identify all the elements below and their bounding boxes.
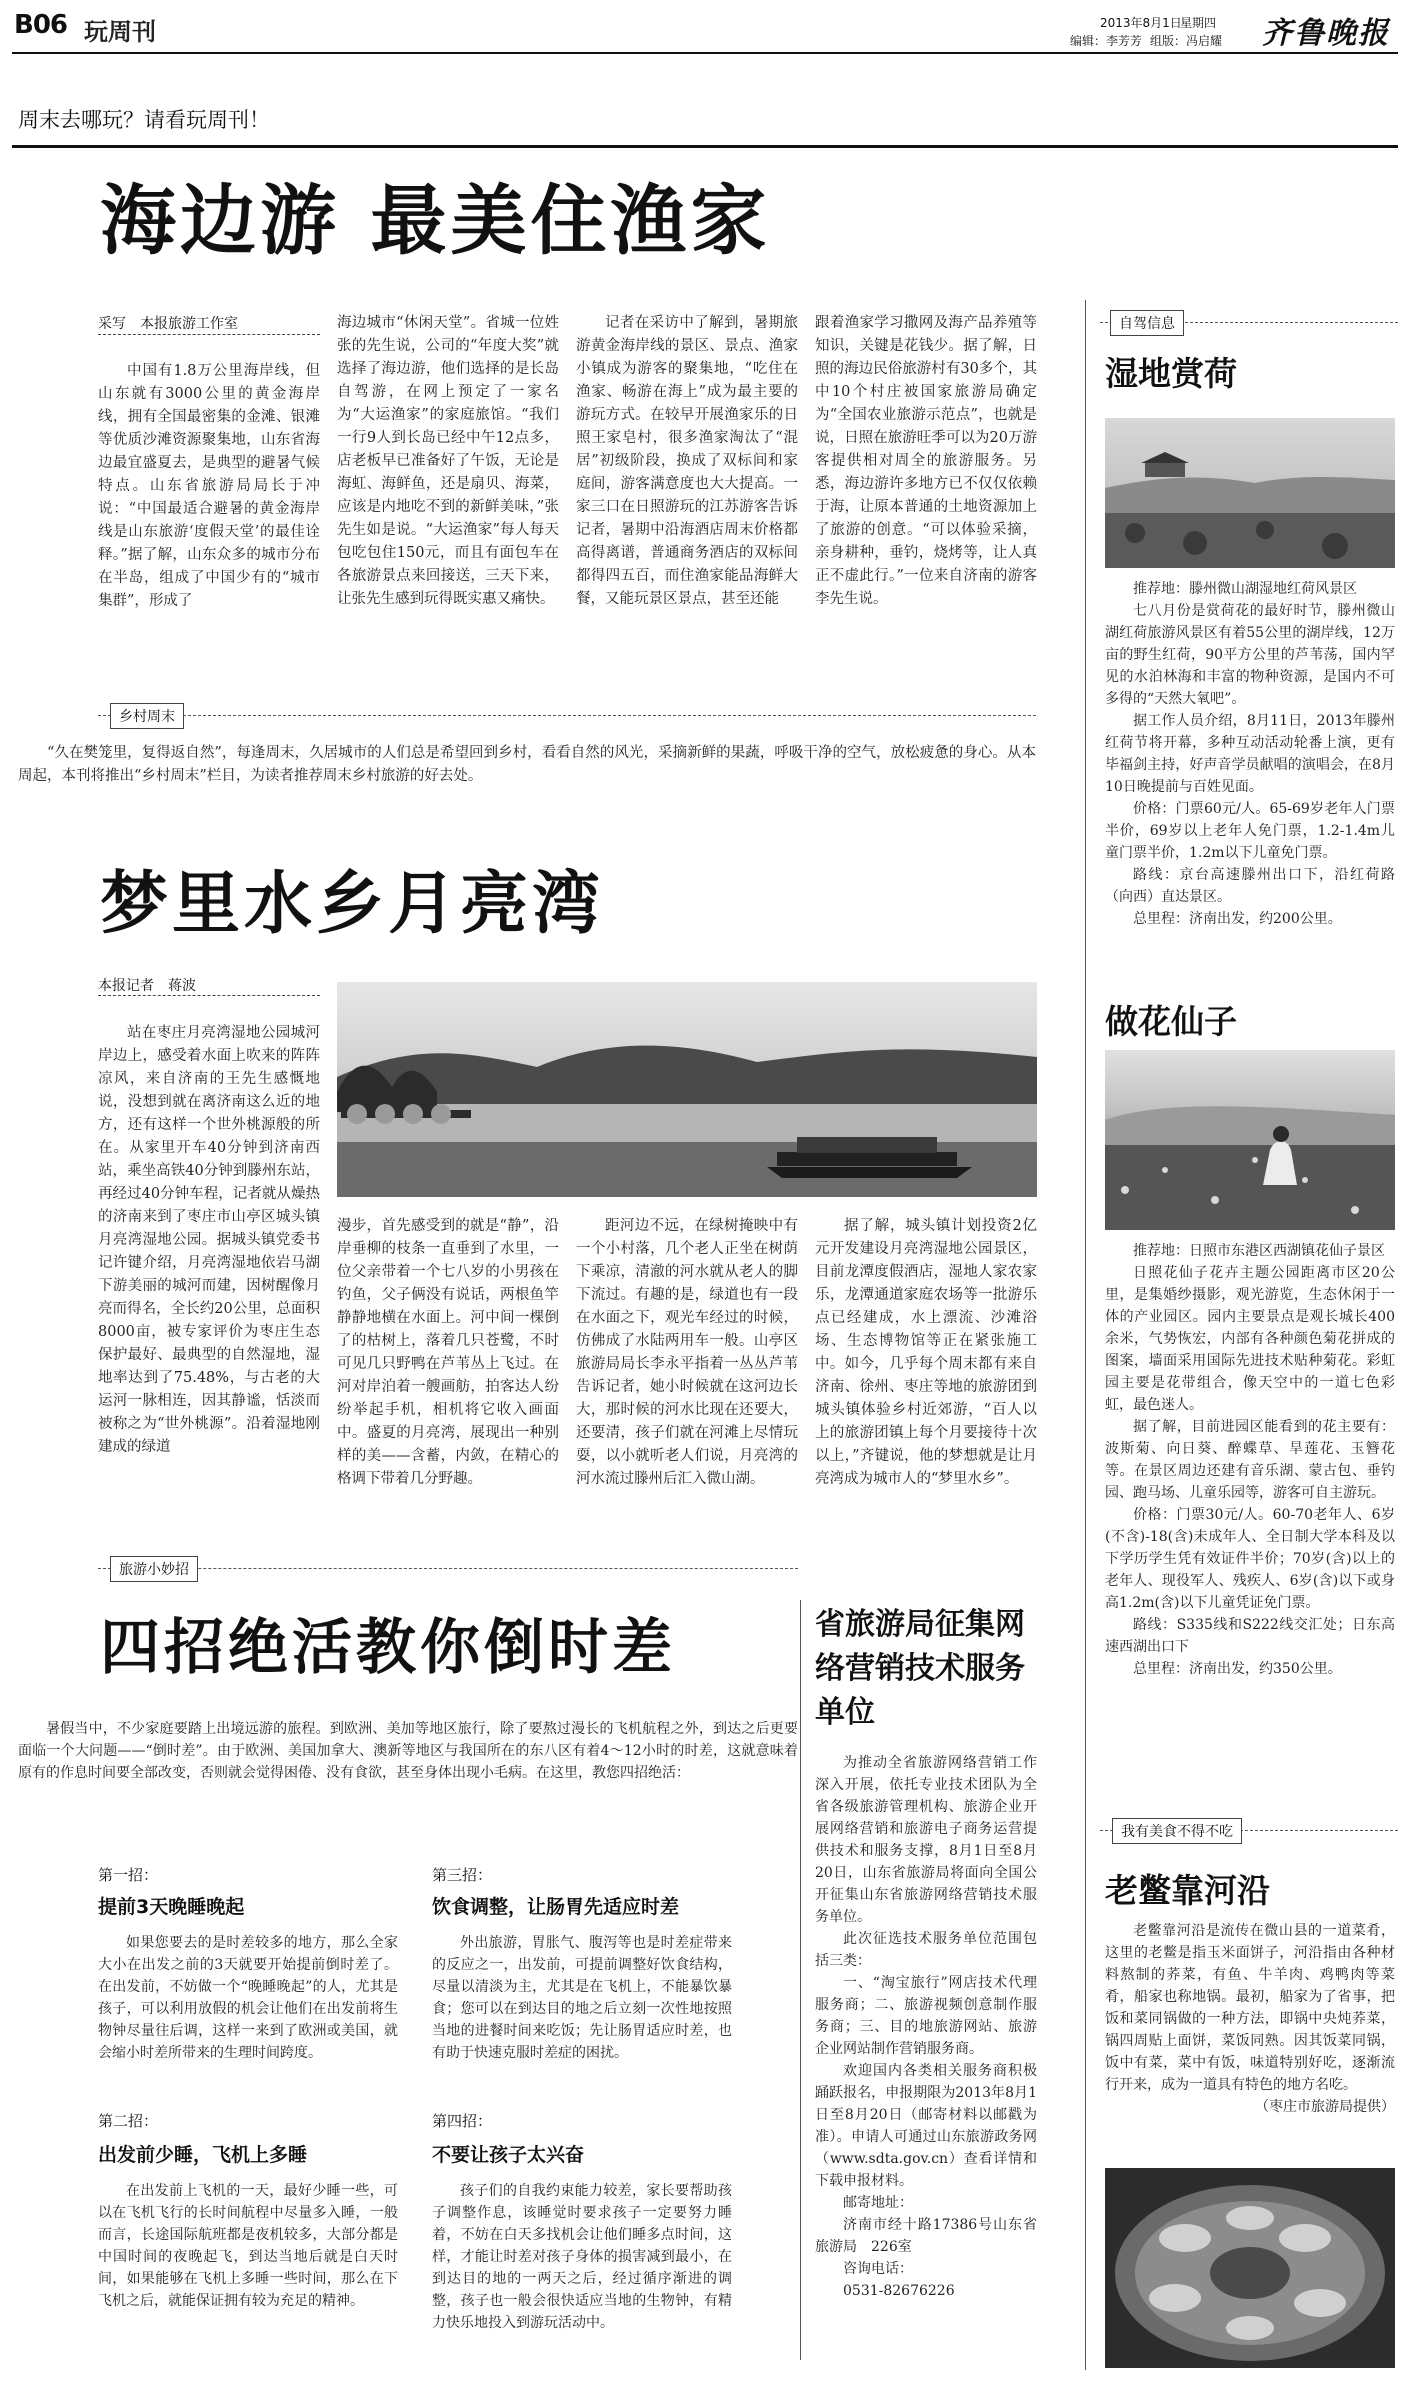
article2-byline: 本报记者 蒋波 bbox=[98, 978, 196, 994]
s2-recommend: 推荐地：日照市东港区西湖镇花仙子景区 bbox=[1133, 1243, 1385, 1259]
s2-body1: 日照花仙子花卉主题公园距离市区20公里，是集婚纱摄影，观光游览，生态休闲于一体的产业园区。园内主要景点是观长城长400余米，气势恢宏，内部有各种颜色菊花拼成的图案，墙面采用国际先进技术贴种菊花。彩虹园主要是花带组合，像天空中的一道七色彩虹，最色迷人。 bbox=[1105, 1265, 1395, 1413]
lotus-wetland-photo bbox=[1105, 418, 1395, 568]
tips-section-tag: 旅游小妙招 bbox=[110, 1556, 198, 1582]
s1-price: 价格：门票60元/人。65-69岁老年人门票半价，69岁以上老年人免门票，1.2-1.4m儿童门票半价，1.2m以下儿童免门票。 bbox=[1105, 801, 1395, 861]
sidebar-s3-title: 老鳖靠河沿 bbox=[1105, 1871, 1270, 1910]
lotus-scene-svg bbox=[1105, 418, 1395, 568]
editor-credit: 编辑：李芳芳 bbox=[1070, 34, 1143, 48]
dish-svg bbox=[1105, 2168, 1395, 2368]
sidebar-s2-text bbox=[1105, 1240, 1395, 1680]
article1-column-1: 中国有1.8万公里海岸线，但山东就有3000公里的黄金海岸线，拥有全国最密集的金滩、银滩等优质沙滩资源聚集地，山东省海边最宜盛夏去，是典型的避暑气候特点。山东省旅游局局长于冲说：“中国最适合避暑的黄金海岸线是山东旅游‘度假天堂’的最佳诠释。”据了解，山东众多的城市分布在半岛，组成了中国少有的“城市集群”，形成了 bbox=[98, 363, 320, 609]
rural-rule bbox=[98, 715, 1036, 716]
notice-p7: 咨询电话： bbox=[843, 2261, 913, 2277]
notice-p2: 此次征选技术服务单位范围包括三类： bbox=[815, 1931, 1037, 1969]
layout-credit: 组版：冯启耀 bbox=[1150, 34, 1223, 48]
notice-p3: 一、“淘宝旅行”网店技术代理服务商；二、旅游视频创意制作服务商；三、目的地旅游网站、旅游企业网站制作营销服务商。 bbox=[815, 1975, 1037, 2057]
sidebar-tag-food: 我有美食不得不吃 bbox=[1112, 1818, 1242, 1844]
article3-intro: 暑假当中，不少家庭要踏上出境远游的旅程。到欧洲、美加等地区旅行，除了要熬过漫长的飞机航程之外，到达之后更要面临一个大问题——“倒时差”。由于欧洲、美国加拿大、澳新等地区与我国所在的东八区有着4～12小时的时差，这就意味着原有的作息时间要全部改变，否则就会觉得困倦、没有食欲，甚至身体出现小毛病。在这里，教您四招绝活： bbox=[18, 1721, 798, 1781]
issue-date: 2013年8月1日 bbox=[1100, 16, 1182, 30]
tip2-title: 出发前少睡，飞机上多睡 bbox=[98, 2144, 308, 2166]
s2-body2: 据了解，目前进园区能看到的花主要有：波斯菊、向日葵、醉蝶草、旱莲花、玉簪花等。在景区周边还建有音乐湖、蒙古包、垂钓园、跑马场、儿童乐园等，游客可自主游玩。 bbox=[1105, 1419, 1395, 1501]
s2-distance: 总里程：济南出发，约350公里。 bbox=[1133, 1661, 1342, 1677]
sidebar-s2-title: 做花仙子 bbox=[1105, 1002, 1237, 1041]
notice-p4: 欢迎国内各类相关服务商积极踊跃报名，申报期限为2013年8月1日至8月20日（邮寄材料以邮戳为准）。申请人可通过山东旅游政务网（www.sdta.gov.cn）查看详情和下载申报材料。 bbox=[815, 2063, 1037, 2189]
sidebar-divider bbox=[1085, 300, 1086, 2370]
article2-column-1: 站在枣庄月亮湾湿地公园城河岸边上，感受着水面上吹来的阵阵凉风，来自济南的王先生感慨地说，没想到就在离济南这么近的地方，还有这样一个世外桃源般的所在。从家里开车40分钟到济南西站，乘坐高铁40分钟到滕州东站，再经过40分钟车程，记者就从燥热的济南来到了枣庄市山亭区城头镇月亮湾湿地公园。据城头镇党委书记许键介绍，月亮湾湿地依岩马湖下游美丽的城河而建，因树醒像月亮而得名，全长约20公里，总面积8000亩，被专家评价为枣庄生态保护最好、最典型的自然湿地，湿地率达到了75.48%，与古老的大运河一脉相连，因其静谧，恬淡而被称之为“世外桃源”。沿着湿地刚建成的绿道 bbox=[98, 1025, 320, 1455]
tip2-label: 第二招： bbox=[98, 2112, 159, 2130]
article2-column-4: 据了解，城头镇计划投资2亿元开发建设月亮湾湿地公园景区，目前龙潭度假酒店，湿地人家农家乐，龙潭通道家庭农场等一批游乐点已经建成，水上漂流、沙滩浴场、生态博物馆等正在紧张施工中。如今，几乎每个周末都有来自济南、徐州、枣庄等地的旅游团到城头镇体验乡村近郊游，“百人以上的旅游团镇上每个月要接待十次以上，”齐键说，他的梦想就是让月亮湾成为城市人的“梦里水乡”。 bbox=[815, 1218, 1037, 1487]
tips-rule bbox=[98, 1568, 798, 1569]
article2-column-2: 漫步，首先感受到的就是“静”，沿岸垂柳的枝条一直垂到了水里，一位父亲带着一个七八岁的小男孩在钓鱼，父子俩没有说话，两根鱼竿静静地横在水面上。河中间一棵倒了的枯树上，落着几只苍鹭，不时可见几只野鸭在芦苇丛上飞过。在河对岸泊着一艘画舫，拍客达人纷纷举起手机，相机将它收入画面中。盛夏的月亮湾，展现出一种别样的美——含蓄，内敛，在精心的格调下带着几分野趣。 bbox=[337, 1218, 559, 1487]
s2-route: 路线：S335线和S222线交汇处；日东高速西湖出口下 bbox=[1105, 1617, 1395, 1655]
s1-distance: 总里程：济南出发，约200公里。 bbox=[1133, 911, 1342, 927]
sidebar-s3-text bbox=[1105, 1920, 1395, 2118]
tip1-label: 第一招： bbox=[98, 1866, 159, 1884]
notice-divider bbox=[800, 1600, 801, 2360]
tip1-body: 如果您要去的是时差较多的地方，那么全家大小在出发之前的3天就要开始提前倒时差了。在出发前，不妨做一个“晚睡晚起”的人，尤其是孩子，可以利用放假的机会让他们在出发前将生物钟尽量往后调，这样一来到了欧洲或美国，就会缩小时差所带来的生理时间跨度。 bbox=[98, 1935, 398, 2061]
lake-scene-svg bbox=[337, 982, 1037, 1197]
rural-intro: “久在樊笼里，复得返自然”，每逢周末，久居城市的人们总是希望回到乡村，看看自然的风光，采摘新鲜的果蔬，呼吸干净的空气，放松疲惫的身心。从本周起，本刊将推出“乡村周末”栏目，为读者推荐周末乡村旅游的好去处。 bbox=[18, 745, 1036, 784]
tip4-label: 第四招： bbox=[432, 2112, 493, 2130]
tagline-rule bbox=[12, 145, 1398, 148]
tip4-title: 不要让孩子太兴奋 bbox=[432, 2144, 585, 2166]
page-number: B06 bbox=[14, 10, 67, 40]
notice-headline: 省旅游局征集网络营销技术服务单位 bbox=[815, 1607, 1025, 1730]
flower-scene-svg bbox=[1105, 1050, 1395, 1230]
sidebar-s1-text bbox=[1105, 578, 1395, 930]
article3-headline: 四招绝活教你倒时差 bbox=[100, 1613, 676, 1683]
s1-body1: 七八月份是赏荷花的最好时节，滕州微山湖红荷旅游风景区有着55公里的湖岸线，12万亩的野生红荷，90平方公里的芦苇荡，国内罕见的水泊林海和丰富的物种资源，是国内不可多得的“天然大氧吧”。 bbox=[1105, 603, 1395, 707]
article1-column-4: 跟着渔家学习撒网及海产品养殖等知识，关键是花钱少。据了解，日照的海边民俗旅游村有30多个，其中10个村庄被国家旅游局确定为“全国农业旅游示范点”，也就是说，日照在旅游旺季可以为20万游客提供相对周全的旅游服务。另悉，海边游许多地方已不仅仅依赖于海，让原本普通的土地资源加上了旅游的创意。“可以体验采摘，亲身耕种，垂钓，烧烤等，让人真正不虚此行。”一位来自济南的游客李先生说。 bbox=[815, 315, 1037, 607]
byline-rule bbox=[98, 334, 320, 335]
s1-recommend: 推荐地：滕州微山湖湿地红荷风景区 bbox=[1133, 581, 1357, 597]
header-rule bbox=[12, 52, 1398, 54]
notice-p1: 为推动全省旅游网络营销工作深入开展，依托专业技术团队为全省各级旅游管理机构、旅游企业开展网络营销和旅游电子商务运营提供技术和服务支撑，8月1日至8月20日，山东省旅游局将面向全国公开征集山东省旅游网络营销技术服务单位。 bbox=[815, 1755, 1037, 1925]
tip3-title: 饮食调整，让肠胃先适应时差 bbox=[432, 1896, 680, 1918]
moon-bay-lake-photo bbox=[337, 982, 1037, 1197]
header-tagline: 周末去哪玩？请看玩周刊！ bbox=[18, 108, 270, 132]
s3-body: 老鳖靠河沿是流传在微山县的一道菜肴，这里的老鳖是指玉米面饼子，河沿指由各种材料熬制的荞菜，有鱼、牛羊肉、鸡鸭肉等菜肴，船家也称地锅。最初，船家为了省事，把饭和菜同锅做的一种方法，即锅中央炖荞菜，锅四周贴上面饼，菜饭同熟。因其饭菜同锅，饭中有菜，菜中有饭，味道特别好吃，逐渐流行开来，成为一道具有特色的地方名吃。 bbox=[1105, 1923, 1395, 2093]
article1-byline: 采写 本报旅游工作室 bbox=[98, 316, 238, 332]
article2-column-3: 距河边不远，在绿树掩映中有一个小村落，几个老人正坐在树荫下乘凉，清澈的河水就从老人的脚下流过。有趣的是，绿道也有一段在水面之下，观光车经过的时候，仿佛成了水陆两用车一般。山亭区旅游局局长李永平指着一丛丛芦苇告诉记者，她小时候就在这河边长大，那时候的河水比现在还要大，还要清，孩子们就在河滩上尽情玩耍，以小就听老人们说，月亮湾的河水流过滕州后汇入微山湖。 bbox=[576, 1218, 798, 1487]
s3-credit: （枣庄市旅游局提供） bbox=[1255, 2099, 1395, 2115]
turtle-dish-photo bbox=[1105, 2168, 1395, 2368]
notice-p6: 济南市经十路17386号山东省旅游局 226室 bbox=[815, 2217, 1037, 2255]
issue-weekday: 星期四 bbox=[1180, 16, 1217, 30]
sidebar-s1-title: 湿地赏荷 bbox=[1105, 354, 1237, 393]
tip3-label: 第三招： bbox=[432, 1866, 493, 1884]
notice-p5: 邮寄地址： bbox=[843, 2195, 913, 2211]
tip2-body: 在出发前上飞机的一天，最好少睡一些，可以在飞机飞行的长时间航程中尽量多入睡，一般而言，长途国际航班都是夜机较多，大部分都是中国时间的夜晚起飞，到达当地后就是白天时间，如果能够在飞机上多睡一些时间，那么在下飞机之后，就能保证拥有较为充足的精神。 bbox=[98, 2183, 398, 2309]
article2-headline: 梦里水乡月亮湾 bbox=[100, 865, 605, 944]
flower-fairy-photo bbox=[1105, 1050, 1395, 1230]
s1-body2: 据工作人员介绍，8月11日，2013年滕州红荷节将开幕，多种互动活动轮番上演，更有毕福剑主持，好声音学员献唱的演唱会，在8月10日晚提前与百姓见面。 bbox=[1105, 713, 1395, 795]
s2-price: 价格：门票30元/人。60-70老年人、6岁(不含)-18(含)未成年人、全日制大学本科及以下学历学生凭有效证件半价；70岁(含)以上的老年人、现役军人、残疾人、6岁(含)以下或身高1.2m(含)以下儿童凭证免门票。 bbox=[1105, 1507, 1395, 1611]
sidebar-tag-selfdrive: 自驾信息 bbox=[1110, 310, 1184, 336]
article1-column-2: 海边城市“休闲天堂”。省城一位姓张的先生说，公司的“年度大奖”就选择了海边游，他们选择的是长岛自驾游，在网上预定了一家名为“大运渔家”的家庭旅馆。“我们一行9人到长岛已经中午12点多，店老板早已准备好了午饭，无论是海虹、海鲜鱼，还是扇贝、海菜，应该是内地吃不到的新鲜美味，”张先生如是说。“大运渔家”每人每天包吃包住150元，而且有面包车在各旅游景点来回接送，三天下来，让张先生感到玩得既实惠又痛快。 bbox=[337, 315, 559, 607]
tip3-body: 外出旅游，胃胀气、腹泻等也是时差症带来的反应之一，出发前，可提前调整好饮食结构，尽量以清淡为主，尤其是在飞机上，不能暴饮暴食；您可以在到达目的地之后立刻一次性地按照当地的进餐时间来吃饭；先让肠胃适应时差，也有助于快速克服时差症的困扰。 bbox=[432, 1935, 732, 2061]
s1-route: 路线：京台高速滕州出口下，沿红荷路（向西）直达景区。 bbox=[1105, 867, 1395, 905]
tip1-title: 提前3天晚睡晚起 bbox=[98, 1896, 245, 1918]
article1-headline: 海边游 最美住渔家 bbox=[100, 176, 771, 265]
section-name: 玩周刊 bbox=[84, 18, 156, 46]
rural-section-tag: 乡村周末 bbox=[110, 703, 184, 729]
notice-p8: 0531-82676226 bbox=[843, 2283, 955, 2299]
newspaper-logo: 齐鲁晚报 bbox=[1262, 16, 1390, 51]
notice-body bbox=[815, 1752, 1037, 2302]
article1-column-3: 记者在采访中了解到，暑期旅游黄金海岸线的景区、景点、渔家小镇成为游客的聚集地，“吃住在渔家、畅游在海上”成为最主要的游玩方式。在较早开展渔家乐的日照王家皂村，很多渔家淘汰了“混居”初级阶段，换成了双标间和家庭间，游客满意度也大大提高。一家三口在日照游玩的江苏游客告诉记者，暑期中沿海酒店周末价格都高得离谱，普通商务酒店的双标间都得四五百，而住渔家能品海鲜大餐，又能玩景区景点，甚至还能 bbox=[576, 315, 798, 607]
tip4-body: 孩子们的自我约束能力较差，家长要帮助孩子调整作息，该睡觉时要求孩子一定要努力睡着，不妨在白天多找机会让他们睡多点时间，这样，才能让时差对孩子身体的损害减到最小，在到达目的地的一两天之后，经过循序渐进的调整，孩子也一般会很快适应当地的生物钟，有精力快乐地投入到游玩活动中。 bbox=[432, 2183, 732, 2331]
article2-byline-rule bbox=[98, 995, 320, 996]
